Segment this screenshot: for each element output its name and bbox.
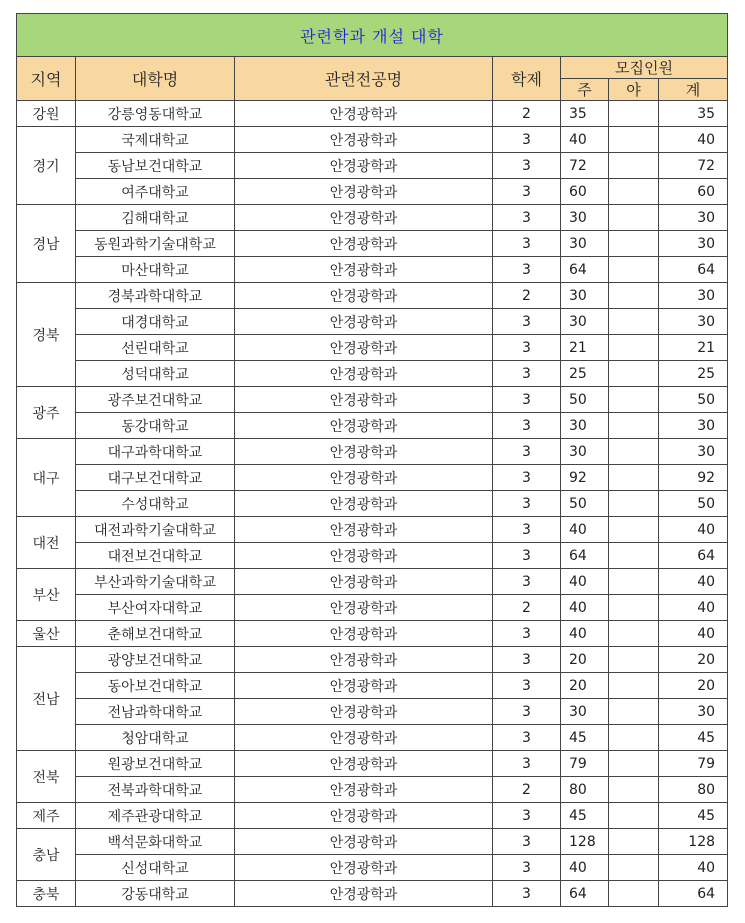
table-row: [17, 335, 728, 361]
night-quota-cell: [609, 517, 659, 543]
university-cell: 춘해보건대학교: [76, 621, 235, 647]
table-row: [17, 387, 728, 413]
table-row: [17, 101, 728, 127]
total-quota-cell: 45: [659, 725, 728, 751]
night-quota-cell: [609, 569, 659, 595]
years-cell: 3: [493, 881, 561, 907]
university-cell: 마산대학교: [76, 257, 235, 283]
day-quota-cell: 64: [561, 257, 609, 283]
university-cell: 원광보건대학교: [76, 751, 235, 777]
table-row: [17, 777, 728, 803]
night-quota-cell: [609, 387, 659, 413]
table-row: [17, 257, 728, 283]
total-quota-cell: 45: [659, 803, 728, 829]
region-cell: 경남: [17, 205, 76, 283]
night-quota-cell: [609, 855, 659, 881]
major-cell: 안경광학과: [235, 829, 493, 855]
day-quota-cell: 30: [561, 205, 609, 231]
table-row: [17, 621, 728, 647]
table-row: [17, 179, 728, 205]
day-quota-cell: 80: [561, 777, 609, 803]
years-cell: 3: [493, 127, 561, 153]
major-cell: 안경광학과: [235, 439, 493, 465]
major-cell: 안경광학과: [235, 361, 493, 387]
years-cell: 3: [493, 803, 561, 829]
header-quota: 모집인원: [561, 57, 728, 79]
total-quota-cell: 35: [659, 101, 728, 127]
years-cell: 3: [493, 309, 561, 335]
major-cell: 안경광학과: [235, 881, 493, 907]
table-row: [17, 491, 728, 517]
university-cell: 동남보건대학교: [76, 153, 235, 179]
years-cell: 3: [493, 569, 561, 595]
header-years: 학제: [493, 57, 561, 101]
table-row: [17, 699, 728, 725]
day-quota-cell: 40: [561, 855, 609, 881]
day-quota-cell: 30: [561, 309, 609, 335]
table-row: [17, 569, 728, 595]
major-cell: 안경광학과: [235, 855, 493, 881]
night-quota-cell: [609, 777, 659, 803]
university-cell: 동원과학기술대학교: [76, 231, 235, 257]
day-quota-cell: 30: [561, 231, 609, 257]
table-row: [17, 673, 728, 699]
years-cell: 3: [493, 465, 561, 491]
table-row: [17, 803, 728, 829]
total-quota-cell: 21: [659, 335, 728, 361]
years-cell: 3: [493, 257, 561, 283]
table-row: [17, 855, 728, 881]
day-quota-cell: 40: [561, 621, 609, 647]
years-cell: 3: [493, 179, 561, 205]
total-quota-cell: 20: [659, 647, 728, 673]
years-cell: 3: [493, 439, 561, 465]
years-cell: 3: [493, 673, 561, 699]
day-quota-cell: 45: [561, 803, 609, 829]
night-quota-cell: [609, 829, 659, 855]
table-row: [17, 595, 728, 621]
night-quota-cell: [609, 101, 659, 127]
day-quota-cell: 72: [561, 153, 609, 179]
day-quota-cell: 21: [561, 335, 609, 361]
university-cell: 동아보건대학교: [76, 673, 235, 699]
total-quota-cell: 25: [659, 361, 728, 387]
night-quota-cell: [609, 543, 659, 569]
day-quota-cell: 20: [561, 673, 609, 699]
night-quota-cell: [609, 751, 659, 777]
day-quota-cell: 60: [561, 179, 609, 205]
major-cell: 안경광학과: [235, 491, 493, 517]
university-cell: 전남과학대학교: [76, 699, 235, 725]
table-row: [17, 829, 728, 855]
table-row: [17, 751, 728, 777]
total-quota-cell: 50: [659, 387, 728, 413]
night-quota-cell: [609, 673, 659, 699]
university-table: [16, 13, 728, 907]
university-cell: 대전과학기술대학교: [76, 517, 235, 543]
years-cell: 2: [493, 595, 561, 621]
university-cell: 제주관광대학교: [76, 803, 235, 829]
day-quota-cell: 30: [561, 283, 609, 309]
table-row: [17, 725, 728, 751]
table-row: [17, 647, 728, 673]
years-cell: 3: [493, 231, 561, 257]
years-cell: 3: [493, 751, 561, 777]
table-row: [17, 231, 728, 257]
night-quota-cell: [609, 335, 659, 361]
major-cell: 안경광학과: [235, 569, 493, 595]
total-quota-cell: 40: [659, 569, 728, 595]
university-cell: 청암대학교: [76, 725, 235, 751]
major-cell: 안경광학과: [235, 413, 493, 439]
total-quota-cell: 72: [659, 153, 728, 179]
university-cell: 부산과학기술대학교: [76, 569, 235, 595]
major-cell: 안경광학과: [235, 387, 493, 413]
major-cell: 안경광학과: [235, 517, 493, 543]
university-cell: 여주대학교: [76, 179, 235, 205]
night-quota-cell: [609, 699, 659, 725]
night-quota-cell: [609, 179, 659, 205]
night-quota-cell: [609, 803, 659, 829]
years-cell: 3: [493, 205, 561, 231]
major-cell: 안경광학과: [235, 751, 493, 777]
day-quota-cell: 30: [561, 439, 609, 465]
header-major: 관련전공명: [235, 57, 493, 101]
university-cell: 대구과학대학교: [76, 439, 235, 465]
university-cell: 대경대학교: [76, 309, 235, 335]
night-quota-cell: [609, 205, 659, 231]
header-night: 야: [609, 79, 659, 101]
region-cell: 광주: [17, 387, 76, 439]
total-quota-cell: 40: [659, 127, 728, 153]
years-cell: 3: [493, 543, 561, 569]
day-quota-cell: 25: [561, 361, 609, 387]
total-quota-cell: 40: [659, 595, 728, 621]
major-cell: 안경광학과: [235, 465, 493, 491]
total-quota-cell: 30: [659, 231, 728, 257]
day-quota-cell: 30: [561, 699, 609, 725]
major-cell: 안경광학과: [235, 179, 493, 205]
day-quota-cell: 64: [561, 543, 609, 569]
years-cell: 3: [493, 855, 561, 881]
total-quota-cell: 40: [659, 621, 728, 647]
major-cell: 안경광학과: [235, 101, 493, 127]
table-row: [17, 517, 728, 543]
night-quota-cell: [609, 647, 659, 673]
total-quota-cell: 20: [659, 673, 728, 699]
university-cell: 강동대학교: [76, 881, 235, 907]
university-cell: 신성대학교: [76, 855, 235, 881]
region-cell: 제주: [17, 803, 76, 829]
region-cell: 대전: [17, 517, 76, 569]
total-quota-cell: 64: [659, 257, 728, 283]
region-cell: 충북: [17, 881, 76, 907]
years-cell: 2: [493, 283, 561, 309]
table-row: [17, 439, 728, 465]
region-cell: 울산: [17, 621, 76, 647]
total-quota-cell: 80: [659, 777, 728, 803]
day-quota-cell: 64: [561, 881, 609, 907]
university-cell: 대구보건대학교: [76, 465, 235, 491]
years-cell: 2: [493, 777, 561, 803]
region-cell: 부산: [17, 569, 76, 621]
day-quota-cell: 79: [561, 751, 609, 777]
region-cell: 경기: [17, 127, 76, 205]
region-cell: 강원: [17, 101, 76, 127]
major-cell: 안경광학과: [235, 647, 493, 673]
university-cell: 강릉영동대학교: [76, 101, 235, 127]
header-day: 주: [561, 79, 609, 101]
night-quota-cell: [609, 231, 659, 257]
region-cell: 경북: [17, 283, 76, 387]
day-quota-cell: 35: [561, 101, 609, 127]
university-cell: 백석문화대학교: [76, 829, 235, 855]
table-row: [17, 361, 728, 387]
university-cell: 국제대학교: [76, 127, 235, 153]
university-table-container: [16, 13, 728, 907]
night-quota-cell: [609, 439, 659, 465]
table-title: 관련학과 개설 대학: [17, 14, 728, 57]
day-quota-cell: 92: [561, 465, 609, 491]
university-cell: 성덕대학교: [76, 361, 235, 387]
day-quota-cell: 50: [561, 387, 609, 413]
night-quota-cell: [609, 725, 659, 751]
years-cell: 3: [493, 413, 561, 439]
major-cell: 안경광학과: [235, 673, 493, 699]
total-quota-cell: 30: [659, 283, 728, 309]
day-quota-cell: 40: [561, 595, 609, 621]
total-quota-cell: 92: [659, 465, 728, 491]
table-body: [17, 101, 728, 907]
total-quota-cell: 60: [659, 179, 728, 205]
day-quota-cell: 40: [561, 569, 609, 595]
years-cell: 3: [493, 387, 561, 413]
header-total: 계: [659, 79, 728, 101]
years-cell: 3: [493, 621, 561, 647]
major-cell: 안경광학과: [235, 777, 493, 803]
day-quota-cell: 128: [561, 829, 609, 855]
major-cell: 안경광학과: [235, 595, 493, 621]
major-cell: 안경광학과: [235, 127, 493, 153]
total-quota-cell: 79: [659, 751, 728, 777]
university-cell: 수성대학교: [76, 491, 235, 517]
university-cell: 부산여자대학교: [76, 595, 235, 621]
day-quota-cell: 30: [561, 413, 609, 439]
total-quota-cell: 40: [659, 855, 728, 881]
night-quota-cell: [609, 881, 659, 907]
region-cell: 전북: [17, 751, 76, 803]
total-quota-cell: 30: [659, 699, 728, 725]
years-cell: 3: [493, 361, 561, 387]
header-university: 대학명: [76, 57, 235, 101]
university-cell: 광주보건대학교: [76, 387, 235, 413]
major-cell: 안경광학과: [235, 803, 493, 829]
years-cell: 3: [493, 153, 561, 179]
night-quota-cell: [609, 595, 659, 621]
night-quota-cell: [609, 491, 659, 517]
day-quota-cell: 20: [561, 647, 609, 673]
major-cell: 안경광학과: [235, 543, 493, 569]
major-cell: 안경광학과: [235, 153, 493, 179]
total-quota-cell: 64: [659, 543, 728, 569]
university-cell: 광양보건대학교: [76, 647, 235, 673]
table-row: [17, 413, 728, 439]
night-quota-cell: [609, 283, 659, 309]
night-quota-cell: [609, 257, 659, 283]
day-quota-cell: 40: [561, 517, 609, 543]
years-cell: 3: [493, 699, 561, 725]
years-cell: 3: [493, 829, 561, 855]
night-quota-cell: [609, 309, 659, 335]
major-cell: 안경광학과: [235, 621, 493, 647]
major-cell: 안경광학과: [235, 309, 493, 335]
total-quota-cell: 30: [659, 309, 728, 335]
major-cell: 안경광학과: [235, 335, 493, 361]
years-cell: 3: [493, 517, 561, 543]
table-row: [17, 465, 728, 491]
university-cell: 김해대학교: [76, 205, 235, 231]
table-row: [17, 543, 728, 569]
day-quota-cell: 45: [561, 725, 609, 751]
years-cell: 3: [493, 335, 561, 361]
region-cell: 충남: [17, 829, 76, 881]
table-row: [17, 881, 728, 907]
total-quota-cell: 30: [659, 413, 728, 439]
table-row: [17, 309, 728, 335]
table-row: [17, 127, 728, 153]
region-cell: 대구: [17, 439, 76, 517]
night-quota-cell: [609, 465, 659, 491]
major-cell: 안경광학과: [235, 257, 493, 283]
total-quota-cell: 30: [659, 205, 728, 231]
region-cell: 전남: [17, 647, 76, 751]
university-cell: 전북과학대학교: [76, 777, 235, 803]
night-quota-cell: [609, 127, 659, 153]
total-quota-cell: 50: [659, 491, 728, 517]
day-quota-cell: 50: [561, 491, 609, 517]
years-cell: 3: [493, 491, 561, 517]
day-quota-cell: 40: [561, 127, 609, 153]
table-row: [17, 205, 728, 231]
years-cell: 2: [493, 101, 561, 127]
table-row: [17, 153, 728, 179]
major-cell: 안경광학과: [235, 283, 493, 309]
years-cell: 3: [493, 725, 561, 751]
night-quota-cell: [609, 413, 659, 439]
major-cell: 안경광학과: [235, 725, 493, 751]
major-cell: 안경광학과: [235, 231, 493, 257]
university-cell: 동강대학교: [76, 413, 235, 439]
total-quota-cell: 30: [659, 439, 728, 465]
university-cell: 선린대학교: [76, 335, 235, 361]
night-quota-cell: [609, 153, 659, 179]
major-cell: 안경광학과: [235, 699, 493, 725]
total-quota-cell: 40: [659, 517, 728, 543]
table-row: [17, 283, 728, 309]
years-cell: 3: [493, 647, 561, 673]
university-cell: 경북과학대학교: [76, 283, 235, 309]
major-cell: 안경광학과: [235, 205, 493, 231]
night-quota-cell: [609, 361, 659, 387]
header-region: 지역: [17, 57, 76, 101]
university-cell: 대전보건대학교: [76, 543, 235, 569]
night-quota-cell: [609, 621, 659, 647]
total-quota-cell: 64: [659, 881, 728, 907]
total-quota-cell: 128: [659, 829, 728, 855]
